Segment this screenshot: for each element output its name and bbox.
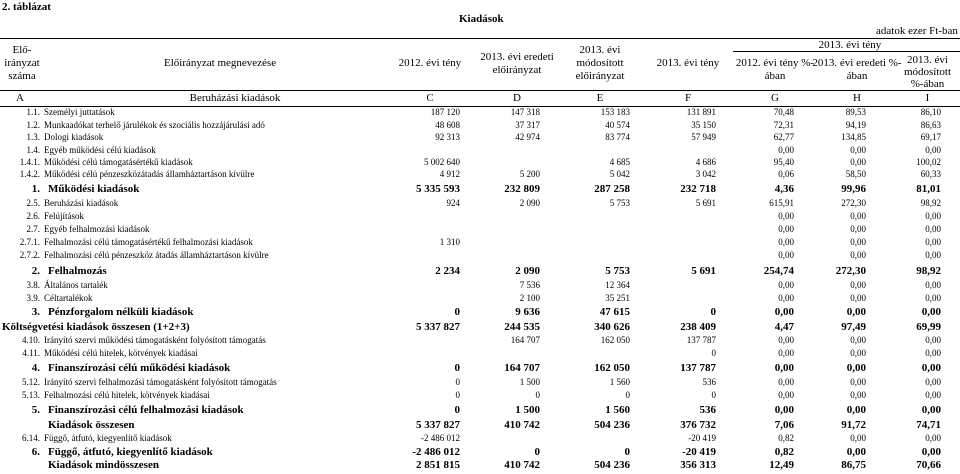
row-value-g: 4,47 (774, 321, 794, 333)
row-value-e: 0 (624, 446, 630, 458)
row-code: 3.8. (26, 280, 40, 290)
row-value-h: 0,00 (846, 446, 866, 458)
letter-a: A (16, 92, 24, 104)
row-code: 2.7.2. (19, 250, 40, 260)
row-code: 4. (31, 362, 40, 374)
letter-h: H (853, 92, 861, 104)
header-2012: 2012. évi tény (398, 57, 462, 69)
row-value-h: 0,00 (850, 280, 866, 290)
row-value-i: 98,92 (920, 198, 941, 208)
row-code: 3.9. (26, 293, 40, 303)
row-value-e: 504 236 (594, 459, 630, 471)
row-value-h: 0,00 (850, 348, 866, 358)
row-name: Működési célú támogatásértékű kiadások (44, 157, 193, 167)
row-value-c: 4 912 (439, 169, 460, 179)
row-value-h: 0,00 (846, 362, 866, 374)
row-value-e: 5 753 (605, 265, 630, 277)
table-row (0, 281, 960, 293)
row-value-f: 5 691 (695, 198, 716, 208)
row-value-c: 0 (454, 362, 460, 374)
row-value-e: 40 574 (605, 120, 630, 130)
row-value-e: 340 626 (594, 321, 630, 333)
table-row (0, 121, 960, 133)
row-value-c: 2 234 (435, 265, 460, 277)
header-top-rule (0, 38, 960, 39)
table-row (0, 447, 960, 459)
row-code: 5. (31, 404, 40, 416)
row-value-f: 0 (711, 348, 716, 358)
row-name: Céltartalékok (44, 293, 93, 303)
row-value-g: 12,49 (769, 459, 794, 471)
row-value-h: 134,85 (841, 132, 866, 142)
row-value-d: 0 (535, 390, 540, 400)
table-title: 2. táblázat (2, 1, 51, 13)
row-name: Felhalmozási célú hitelek, kötvények kiadásai (44, 390, 210, 400)
table-row (0, 170, 960, 182)
row-value-i: 0,00 (925, 224, 941, 234)
row-value-d: 232 809 (504, 183, 540, 195)
row-value-c: -2 486 012 (412, 446, 460, 458)
letter-d: D (513, 92, 521, 104)
row-value-i: 0,00 (921, 306, 941, 318)
row-value-d: 7 536 (519, 280, 540, 290)
row-value-g: 70,48 (773, 107, 794, 117)
table-row (0, 336, 960, 348)
row-value-h: 0,00 (850, 145, 866, 155)
row-value-d: 410 742 (504, 459, 540, 471)
row-value-h: 0,00 (850, 250, 866, 260)
row-value-d: 147 318 (510, 107, 540, 117)
row-value-c: 48 608 (435, 120, 460, 130)
row-value-g: 0,00 (778, 145, 794, 155)
header-code-1: Elő- (12, 44, 32, 56)
row-value-g: 0,82 (774, 446, 794, 458)
row-name: Általános tartalék (44, 280, 108, 290)
row-value-h: 86,75 (841, 459, 866, 471)
row-code: 1.4.1. (19, 157, 40, 167)
letter-g: G (771, 92, 779, 104)
row-code: 2.7. (26, 224, 40, 234)
row-value-f: 232 718 (680, 183, 716, 195)
row-value-h: 0,00 (850, 335, 866, 345)
table-row (0, 460, 960, 472)
header-2013-mod-1: 2013. évi (579, 44, 621, 56)
row-value-f: 131 891 (686, 107, 716, 117)
row-value-c: 1 310 (439, 237, 460, 247)
row-value-d: 1 500 (519, 377, 540, 387)
row-value-i: 0,00 (925, 145, 941, 155)
row-value-h: 0,00 (850, 293, 866, 303)
row-value-c: 92 313 (435, 132, 460, 142)
table-row (0, 349, 960, 361)
row-value-f: 137 787 (680, 362, 716, 374)
row-value-g: 0,00 (778, 280, 794, 290)
row-value-d: 2 100 (519, 293, 540, 303)
row-name: Finanszírozási célú felhalmozási kiadások (48, 404, 244, 416)
table-row (0, 307, 960, 319)
row-value-g: 0,00 (778, 250, 794, 260)
row-value-d: 42 974 (515, 132, 540, 142)
row-value-f: 5 691 (691, 265, 716, 277)
row-name: Beruházási kiadások (44, 198, 119, 208)
row-value-i: 0,00 (925, 293, 941, 303)
header-pct1-2: ában (764, 70, 786, 82)
header-pct3-1: 2013. évi (907, 54, 948, 66)
table-row (0, 238, 960, 250)
table-row (0, 199, 960, 211)
table-row (0, 225, 960, 237)
table-row (0, 363, 960, 375)
row-value-g: 72,31 (773, 120, 794, 130)
row-value-e: 83 774 (605, 132, 630, 142)
row-value-g: 254,74 (763, 265, 794, 277)
header-pct3-3: %-ában (910, 78, 945, 90)
letter-b: Beruházási kiadások (189, 92, 281, 104)
letter-c: C (426, 92, 434, 104)
header-pct3-2: módosított (903, 66, 952, 78)
row-name: Felhalmozási célú támogatásértékű felhalmozási kiadások (44, 237, 253, 247)
row-code: 1.4. (26, 145, 40, 155)
row-value-e: 153 183 (600, 107, 630, 117)
row-value-e: 1 560 (605, 404, 630, 416)
row-value-c: 924 (446, 198, 460, 208)
row-value-f: -20 419 (688, 433, 716, 443)
row-code: 1.3. (26, 132, 40, 142)
row-value-f: 0 (710, 306, 716, 318)
row-value-h: 89,53 (845, 107, 866, 117)
row-value-i: 100,02 (916, 157, 941, 167)
row-value-d: 410 742 (504, 419, 540, 431)
row-value-i: 60,33 (920, 169, 941, 179)
row-value-g: 0,00 (778, 211, 794, 221)
table-row (0, 378, 960, 390)
row-value-g: 0,82 (778, 433, 794, 443)
row-name: Egyéb működési célú kiadások (44, 145, 156, 155)
row-value-h: 97,49 (841, 321, 866, 333)
row-value-e: 0 (625, 390, 630, 400)
row-value-f: 137 787 (686, 335, 716, 345)
row-value-e: 287 258 (594, 183, 630, 195)
table-row (0, 266, 960, 278)
unit-note: adatok ezer Ft-ban (876, 25, 958, 37)
header-2013-mod-2: módosított (576, 57, 624, 69)
row-value-i: 0,00 (925, 335, 941, 345)
row-value-c: 5 337 827 (416, 321, 460, 333)
row-value-g: 0,00 (778, 224, 794, 234)
header-pct1-1: 2012. évi tény %- (735, 57, 815, 69)
header-code-3: száma (8, 70, 36, 82)
row-value-g: 95,40 (773, 157, 794, 167)
row-value-f: 536 (699, 404, 716, 416)
row-value-d: 244 535 (504, 321, 540, 333)
row-value-i: 0,00 (921, 404, 941, 416)
letter-row (0, 93, 960, 105)
row-code: 4.11. (22, 348, 40, 358)
row-value-g: 0,00 (774, 404, 794, 416)
center-title: Kiadások (459, 13, 504, 25)
letter-i: I (925, 92, 930, 104)
row-name: Felhalmozási célú pénzeszköz átadás államháztartáson kívülre (44, 250, 269, 260)
row-value-d: 2 090 (519, 198, 540, 208)
row-value-g: 7,06 (774, 419, 794, 431)
header-2013-orig-2: előirányzat (492, 64, 542, 76)
row-name: Költségvetési kiadások összesen (1+2+3) (2, 321, 190, 333)
letter-row-rule (0, 106, 960, 107)
header-name: Előirányzat megnevezése (164, 57, 277, 69)
row-value-i: 81,01 (916, 183, 941, 195)
row-value-i: 0,00 (921, 362, 941, 374)
row-value-e: 4 685 (609, 157, 630, 167)
row-value-h: 0,00 (850, 224, 866, 234)
row-value-e: 5 753 (609, 198, 630, 208)
table-row (0, 391, 960, 403)
row-code: 4.10. (22, 335, 40, 345)
row-value-d: 37 317 (515, 120, 540, 130)
table-row (0, 184, 960, 196)
row-value-i: 0,00 (925, 211, 941, 221)
row-value-i: 69,17 (920, 132, 941, 142)
row-value-i: 0,00 (925, 377, 941, 387)
row-name: Felhalmozás (48, 265, 107, 277)
row-name: Egyéb felhalmozási kiadások (44, 224, 150, 234)
row-value-d: 1 500 (515, 404, 540, 416)
header-2013-group: 2013. évi tény (818, 39, 882, 51)
row-value-g: 0,00 (778, 293, 794, 303)
row-value-e: 162 050 (600, 335, 630, 345)
row-name: Működési célú hitelek, kötvények kiadásai (44, 348, 198, 358)
row-value-e: 1 560 (609, 377, 630, 387)
row-value-h: 272,30 (835, 265, 866, 277)
row-value-f: 0 (711, 390, 716, 400)
row-code: 2.7.1. (19, 237, 40, 247)
header-2013-orig-1: 2013. évi eredeti (480, 51, 554, 63)
row-value-g: 0,00 (778, 237, 794, 247)
row-value-f: -20 419 (682, 446, 716, 458)
row-value-h: 0,00 (850, 433, 866, 443)
row-name: Működési célú pénzeszközátadás államháztartáson kívülre (44, 169, 255, 179)
table-row (0, 434, 960, 446)
row-value-e: 35 251 (605, 293, 630, 303)
header-2013-mod-3: előirányzat (575, 70, 625, 82)
row-value-i: 0,00 (925, 348, 941, 358)
row-value-h: 99,96 (841, 183, 866, 195)
row-value-i: 0,00 (925, 280, 941, 290)
row-value-d: 2 090 (515, 265, 540, 277)
row-code: 2.6. (26, 211, 40, 221)
row-value-d: 9 636 (515, 306, 540, 318)
row-value-h: 94,19 (845, 120, 866, 130)
header-bottom-rule (0, 90, 960, 91)
row-value-c: 5 335 593 (416, 183, 460, 195)
row-code: 1.2. (26, 120, 40, 130)
row-value-f: 35 150 (691, 120, 716, 130)
table-row (0, 251, 960, 263)
row-name: Függő, átfutó, kiegyenlítő kiadások (44, 433, 172, 443)
table-row (0, 405, 960, 417)
row-value-f: 536 (702, 377, 716, 387)
row-value-g: 0,00 (774, 306, 794, 318)
row-name: Finanszírozási célú működési kiadások (48, 362, 231, 374)
row-code: 5.13. (22, 390, 40, 400)
row-value-c: 0 (454, 306, 460, 318)
row-value-i: 70,66 (916, 459, 941, 471)
row-value-f: 4 686 (695, 157, 716, 167)
row-value-i: 69,99 (916, 321, 941, 333)
row-name: Működési kiadások (48, 183, 140, 195)
row-value-g: 615,91 (769, 198, 794, 208)
row-value-e: 504 236 (594, 419, 630, 431)
row-name: Pénzforgalom nélküli kiadások (48, 306, 194, 318)
row-value-c: 0 (455, 377, 460, 387)
row-value-c: -2 486 012 (421, 433, 460, 443)
table-row (0, 108, 960, 120)
row-value-d: 164 707 (510, 335, 540, 345)
row-value-c: 0 (455, 390, 460, 400)
row-value-i: 86,10 (920, 107, 941, 117)
row-value-e: 162 050 (594, 362, 630, 374)
row-value-f: 57 949 (691, 132, 716, 142)
header-code-2: irányzat (4, 57, 40, 69)
row-value-f: 3 042 (695, 169, 716, 179)
row-value-f: 356 313 (680, 459, 716, 471)
table-row (0, 212, 960, 224)
row-value-c: 0 (454, 404, 460, 416)
row-name: Kiadások mindösszesen (48, 459, 159, 471)
row-value-g: 0,00 (778, 348, 794, 358)
row-name: Irányító szervi felhalmozási támogatásként folyósított támogatás (44, 377, 277, 387)
row-value-h: 0,00 (846, 404, 866, 416)
row-name: Munkaadókat terhelő járulékok és szociális hozzájárulási adó (44, 120, 265, 130)
row-value-g: 4,36 (774, 183, 794, 195)
row-code: 2. (31, 265, 40, 277)
row-value-g: 0,06 (778, 169, 794, 179)
letter-e: E (596, 92, 604, 104)
row-name: Függő, átfutó, kiegyenlítő kiadások (48, 446, 213, 458)
row-name: Kiadások összesen (48, 419, 135, 431)
row-value-h: 58,50 (845, 169, 866, 179)
letter-f: F (684, 92, 692, 104)
row-code: 2.5. (26, 198, 40, 208)
row-value-e: 47 615 (599, 306, 630, 318)
row-code: 1.1. (26, 107, 40, 117)
row-value-i: 0,00 (925, 433, 941, 443)
row-code: 6.14. (22, 433, 40, 443)
row-value-g: 0,00 (778, 390, 794, 400)
header-pct2-1: 2013. évi eredeti %- (812, 57, 902, 69)
row-value-g: 0,00 (778, 335, 794, 345)
row-value-e: 5 042 (609, 169, 630, 179)
row-value-f: 238 409 (680, 321, 716, 333)
table-row (0, 420, 960, 432)
row-value-h: 272,30 (841, 198, 866, 208)
row-value-i: 0,00 (925, 390, 941, 400)
row-value-i: 0,00 (921, 446, 941, 458)
row-value-c: 187 120 (430, 107, 460, 117)
row-value-d: 0 (534, 446, 540, 458)
row-value-h: 0,00 (850, 237, 866, 247)
table-row (0, 294, 960, 306)
row-name: Irányító szervi működési támogatásként folyósított támogatás (44, 335, 266, 345)
row-value-g: 0,00 (778, 377, 794, 387)
row-value-e: 12 364 (605, 280, 630, 290)
row-value-i: 86,63 (920, 120, 941, 130)
row-value-h: 0,00 (850, 377, 866, 387)
row-value-f: 376 732 (680, 419, 716, 431)
row-name: Felújítások (44, 211, 84, 221)
row-value-i: 74,71 (916, 419, 941, 431)
row-value-c: 2 851 815 (416, 459, 460, 471)
row-code: 6. (31, 446, 40, 458)
table-row (0, 322, 960, 334)
row-value-c: 5 002 640 (424, 157, 460, 167)
row-value-g: 62,77 (773, 132, 794, 142)
row-name: Személyi juttatások (44, 107, 115, 117)
row-value-h: 0,00 (850, 157, 866, 167)
header-group-rule (733, 51, 960, 52)
row-value-c: 5 337 827 (416, 419, 460, 431)
row-name: Dologi kiadások (44, 132, 104, 142)
row-code: 3. (31, 306, 40, 318)
row-value-i: 0,00 (925, 250, 941, 260)
row-value-h: 0,00 (850, 211, 866, 221)
row-value-i: 98,92 (916, 265, 941, 277)
row-value-g: 0,00 (774, 362, 794, 374)
row-value-h: 91,72 (841, 419, 866, 431)
row-value-d: 164 707 (504, 362, 540, 374)
row-code: 1.4.2. (19, 169, 40, 179)
header-pct2-2: ában (846, 70, 868, 82)
row-value-h: 0,00 (846, 306, 866, 318)
row-value-d: 5 200 (519, 169, 540, 179)
row-code: 5.12. (22, 377, 40, 387)
row-value-h: 0,00 (850, 390, 866, 400)
header-2013-fact: 2013. évi tény (656, 57, 720, 69)
row-code: 1. (31, 183, 40, 195)
table-row (0, 133, 960, 145)
row-value-i: 0,00 (925, 237, 941, 247)
